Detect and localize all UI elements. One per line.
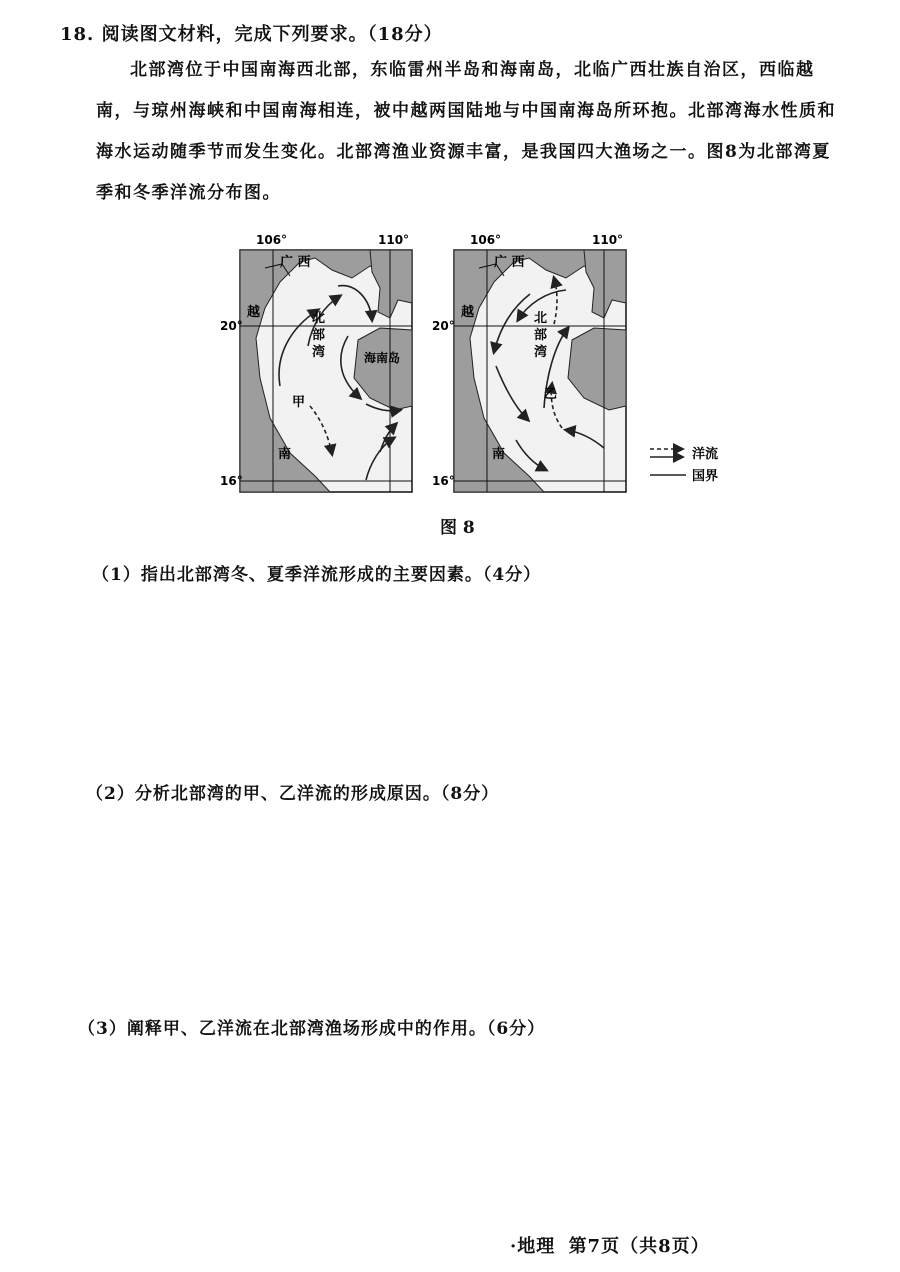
paragraph-line: 季和冬季洋流分布图。 <box>96 183 281 203</box>
question-header: 18. 阅读图文材料，完成下列要求。（18分） <box>60 24 443 45</box>
left-label-nan: 南 <box>278 447 292 462</box>
left-lat-20: 20° <box>220 319 243 333</box>
sub-question-3: （3）阐释甲、乙洋流在北部湾渔场形成中的作用。（6分） <box>78 1019 546 1039</box>
paragraph-line: 海水运动随季节而发生变化。北部湾渔业资源丰富，是我国四大渔场之一。图8为北部湾夏 <box>96 142 831 162</box>
question-paragraph <box>96 50 858 214</box>
sub-question-2: （2）分析北部湾的甲、乙洋流的形成原因。（8分） <box>86 784 500 804</box>
sub-question-1: （1）指出北部湾冬、夏季洋流形成的主要因素。（4分） <box>92 565 542 585</box>
left-lat-16: 16° <box>220 474 243 488</box>
footer-subject: ·地理 <box>510 1236 556 1257</box>
right-lat-20: 20° <box>432 319 455 333</box>
right-lat-16: 16° <box>432 474 455 488</box>
right-label-wan: 湾 <box>534 345 548 360</box>
right-label-nan: 南 <box>492 447 506 462</box>
left-label-wan: 湾 <box>312 345 326 360</box>
left-lon-106: 106° <box>256 233 288 247</box>
right-label-yi: 乙 <box>544 387 558 402</box>
right-label-bu: 部 <box>534 328 548 343</box>
right-label-guangxi: 广 西 <box>494 255 525 270</box>
left-lon-110: 110° <box>378 233 410 247</box>
right-label-yue: 越 <box>461 305 475 320</box>
left-label-guangxi: 广 西 <box>280 255 311 270</box>
legend-current: 洋流 <box>692 447 719 462</box>
paragraph-line: 北部湾位于中国南海西北部，东临雷州半岛和海南岛，北临广西壮族自治区，西临越 <box>130 60 815 80</box>
map-legend <box>650 446 718 484</box>
right-lon-110: 110° <box>592 233 624 247</box>
left-label-bei: 北 <box>312 311 326 326</box>
right-lon-106: 106° <box>470 233 502 247</box>
left-label-bu: 部 <box>312 328 326 343</box>
page-footer <box>510 1232 716 1258</box>
map-left <box>240 250 412 492</box>
left-label-yue: 越 <box>247 305 261 320</box>
footer-page: 第7页（共8页） <box>568 1236 710 1257</box>
ocean-current-maps <box>220 228 740 498</box>
paragraph-line: 南，与琼州海峡和中国南海相连，被中越两国陆地与中国南海岛所环抱。北部湾海水性质和 <box>96 101 836 121</box>
figure-caption: 图 8 <box>440 518 475 538</box>
legend-border: 国界 <box>692 469 719 484</box>
left-label-jia: 甲 <box>292 395 306 410</box>
map-right <box>454 250 626 492</box>
right-label-bei: 北 <box>534 311 548 326</box>
left-label-hainan: 海南岛 <box>364 351 401 365</box>
